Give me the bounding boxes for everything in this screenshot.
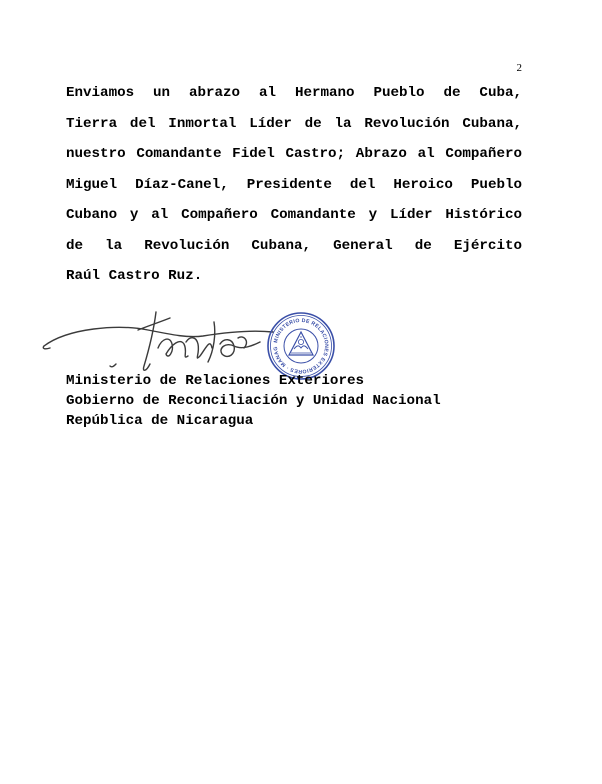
body-line: Cubano y al Compañero Comandante y Líder Histórico <box>66 207 522 223</box>
body-line: Raúl Castro Ruz. <box>66 268 203 284</box>
letter-body <box>66 78 522 292</box>
body-line: Enviamos un abrazo al Hermano Pueblo de Cuba, <box>66 85 522 101</box>
page-number: 2 <box>516 62 522 74</box>
body-line: nuestro Comandante Fidel Castro; Abrazo al Compañero <box>66 146 522 162</box>
government-name: Gobierno de Reconciliación y Unidad Nacional <box>66 393 441 409</box>
closing-signature-block <box>66 371 441 431</box>
body-line: de la Revolución Cubana, General de Ejército <box>66 237 522 254</box>
body-line: Tierra del Inmortal Líder de la Revolución Cubana, <box>66 115 522 132</box>
ministry-name: Ministerio de Relaciones Exteriores <box>66 373 364 389</box>
seal-text: MINISTERIO DE RELACIONES EXTERIORES · MANAG <box>272 317 330 375</box>
country-name: República de Nicaragua <box>66 413 254 429</box>
svg-text:MINISTERIO DE RELACIONES EXTER <box>266 311 329 374</box>
body-line: Miguel Díaz-Canel, Presidente del Heroico Pueblo <box>66 176 522 193</box>
